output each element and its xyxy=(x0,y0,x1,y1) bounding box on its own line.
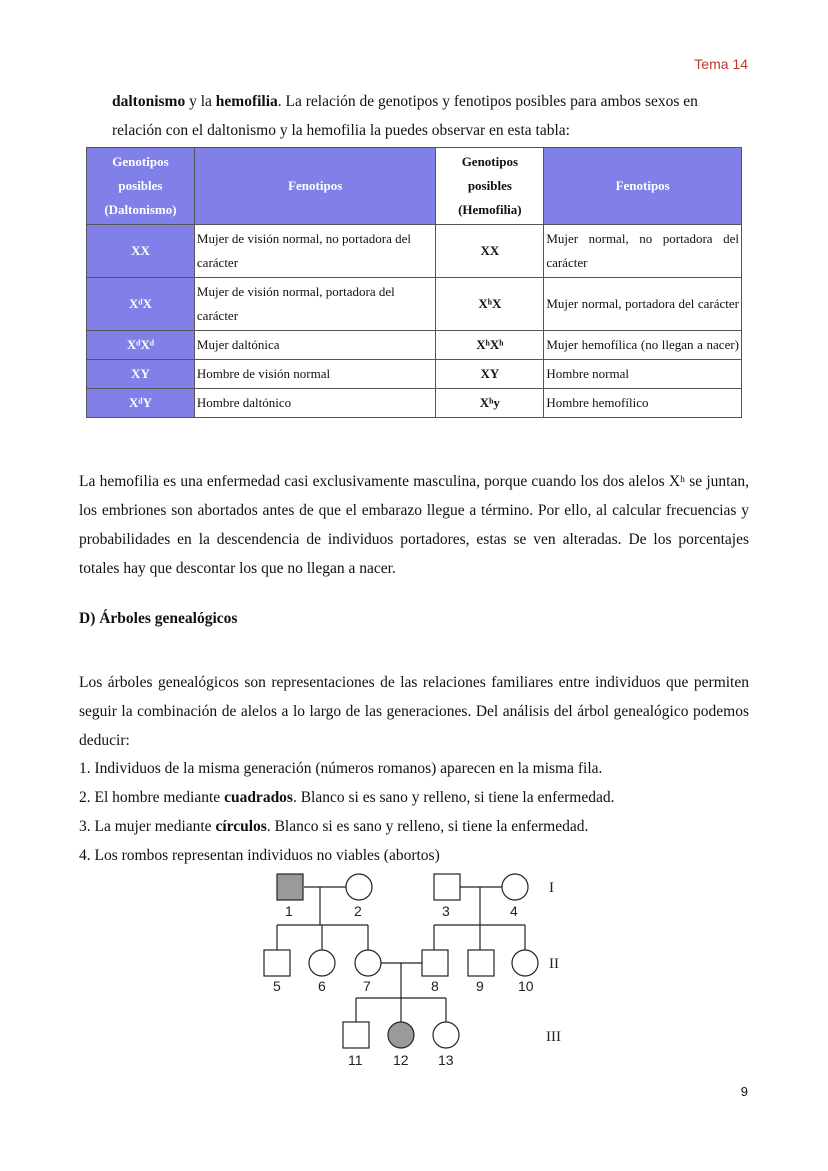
label-3: 3 xyxy=(442,903,450,919)
pedigree-intro-paragraph: Los árboles genealógicos son representaciones de las relaciones familiares entre individuos que permiten seguir la combinación de alelos a lo largo de las generaciones. Del análisis del árbol genealógico podemos deducir: xyxy=(79,674,749,749)
individual-9-male xyxy=(468,950,494,976)
page-header: Tema 14 xyxy=(694,56,748,72)
label-11: 11 xyxy=(348,1052,363,1068)
generation-II: II xyxy=(549,956,559,972)
individual-1-affected-male xyxy=(277,874,303,900)
genotype-daltonism: XX xyxy=(87,225,195,278)
bold-hemofilia: hemofilia xyxy=(215,93,278,110)
pedigree-rules-list xyxy=(79,754,615,870)
table-row xyxy=(87,225,742,278)
list-item xyxy=(79,783,615,812)
phenotype-daltonism: Mujer de visión normal, no portadora del carácter xyxy=(194,225,436,278)
header-phenotypes-hemophilia: Fenotipos xyxy=(544,148,742,225)
header-genotypes-hemophilia: Genotipos posibles (Hemofilia) xyxy=(436,148,544,225)
list-text: 2. El hombre mediante xyxy=(79,789,225,806)
list-bold: círculos xyxy=(215,818,267,835)
individual-12-affected-female xyxy=(388,1022,414,1048)
individual-13-female xyxy=(433,1022,459,1048)
table-row xyxy=(87,278,742,331)
header-genotypes-daltonism: Genotipos posibles (Daltonismo) xyxy=(87,148,195,225)
phenotype-daltonism: Mujer daltónica xyxy=(194,331,436,360)
genotype-hemophilia: XʰX xyxy=(436,278,544,331)
table-row xyxy=(87,389,742,418)
list-bold: cuadrados xyxy=(224,789,293,806)
genotype-hemophilia: XX xyxy=(436,225,544,278)
hemophilia-paragraph: La hemofilia es una enfermedad casi exclusivamente masculina, porque cuando los dos alelos Xʰ se juntan, los embriones son abortados antes de que el embarazo llegue a término. Por ello, al calcular frecuencias y probabilidades en la descendencia de individuos portadores, estas se ven alteradas. De los porcentajes totales hay que descontar los que no llegan a nacer. xyxy=(79,473,749,577)
label-7: 7 xyxy=(363,978,371,994)
table-header-row xyxy=(87,148,742,225)
phenotype-daltonism: Hombre daltónico xyxy=(194,389,436,418)
individual-10-female xyxy=(512,950,538,976)
label-4: 4 xyxy=(510,903,518,919)
label-9: 9 xyxy=(476,978,484,994)
label-10: 10 xyxy=(518,978,534,994)
pedigree-diagram xyxy=(240,865,580,1075)
individual-11-male xyxy=(343,1022,369,1048)
label-5: 5 xyxy=(273,978,281,994)
genotype-table xyxy=(86,147,742,418)
intro-paragraph xyxy=(112,87,749,145)
list-text: 3. La mujer mediante xyxy=(79,818,216,835)
label-8: 8 xyxy=(431,978,439,994)
genotype-hemophilia: Xʰy xyxy=(436,389,544,418)
label-1: 1 xyxy=(285,903,293,919)
genotype-daltonism: XᵈXᵈ xyxy=(87,331,195,360)
phenotype-hemophilia: Hombre hemofílico xyxy=(544,389,742,418)
header-phenotypes-daltonism: Fenotipos xyxy=(194,148,436,225)
list-item: 4. Los rombos representan individuos no viables (abortos) xyxy=(79,847,440,864)
individual-3-male xyxy=(434,874,460,900)
intro-text-1: y la xyxy=(185,93,216,110)
table-row xyxy=(87,331,742,360)
phenotype-hemophilia: Mujer hemofílica (no llegan a nacer) xyxy=(544,331,742,360)
genotype-daltonism: XᵈY xyxy=(87,389,195,418)
generation-I: I xyxy=(549,880,554,896)
intro-text-2: . La relación de genotipos y fenotipos posibles para ambos sexos en relación con el daltonismo y la hemofilia la puedes observar en esta tabla: xyxy=(112,93,698,139)
phenotype-hemophilia: Mujer normal, no portadora del carácter xyxy=(544,225,742,278)
phenotype-hemophilia: Hombre normal xyxy=(544,360,742,389)
page-number: 9 xyxy=(740,1084,748,1099)
label-2: 2 xyxy=(354,903,362,919)
phenotype-daltonism: Mujer de visión normal, portadora del carácter xyxy=(194,278,436,331)
genotype-daltonism: XᵈX xyxy=(87,278,195,331)
list-text: . Blanco si es sano y relleno, si tiene la enfermedad. xyxy=(266,818,589,835)
bold-daltonismo: daltonismo xyxy=(112,93,186,110)
generation-III: III xyxy=(546,1029,561,1045)
list-item xyxy=(79,812,615,841)
phenotype-hemophilia: Mujer normal, portadora del carácter xyxy=(544,278,742,331)
list-item: 1. Individuos de la misma generación (números romanos) aparecen en la misma fila. xyxy=(79,760,603,777)
label-13: 13 xyxy=(438,1052,454,1068)
list-text: . Blanco si es sano y relleno, si tiene la enfermedad. xyxy=(292,789,615,806)
individual-2-female xyxy=(346,874,372,900)
genotype-hemophilia: XY xyxy=(436,360,544,389)
genotype-daltonism: XY xyxy=(87,360,195,389)
label-12: 12 xyxy=(393,1052,409,1068)
section-heading: D) Árboles genealógicos xyxy=(79,610,238,627)
label-6: 6 xyxy=(318,978,326,994)
table-row xyxy=(87,360,742,389)
individual-4-female xyxy=(502,874,528,900)
phenotype-daltonism: Hombre de visión normal xyxy=(194,360,436,389)
individual-8-male xyxy=(422,950,448,976)
individual-7-female xyxy=(355,950,381,976)
genotype-hemophilia: XʰXʰ xyxy=(436,331,544,360)
individual-5-male xyxy=(264,950,290,976)
individual-6-female xyxy=(309,950,335,976)
